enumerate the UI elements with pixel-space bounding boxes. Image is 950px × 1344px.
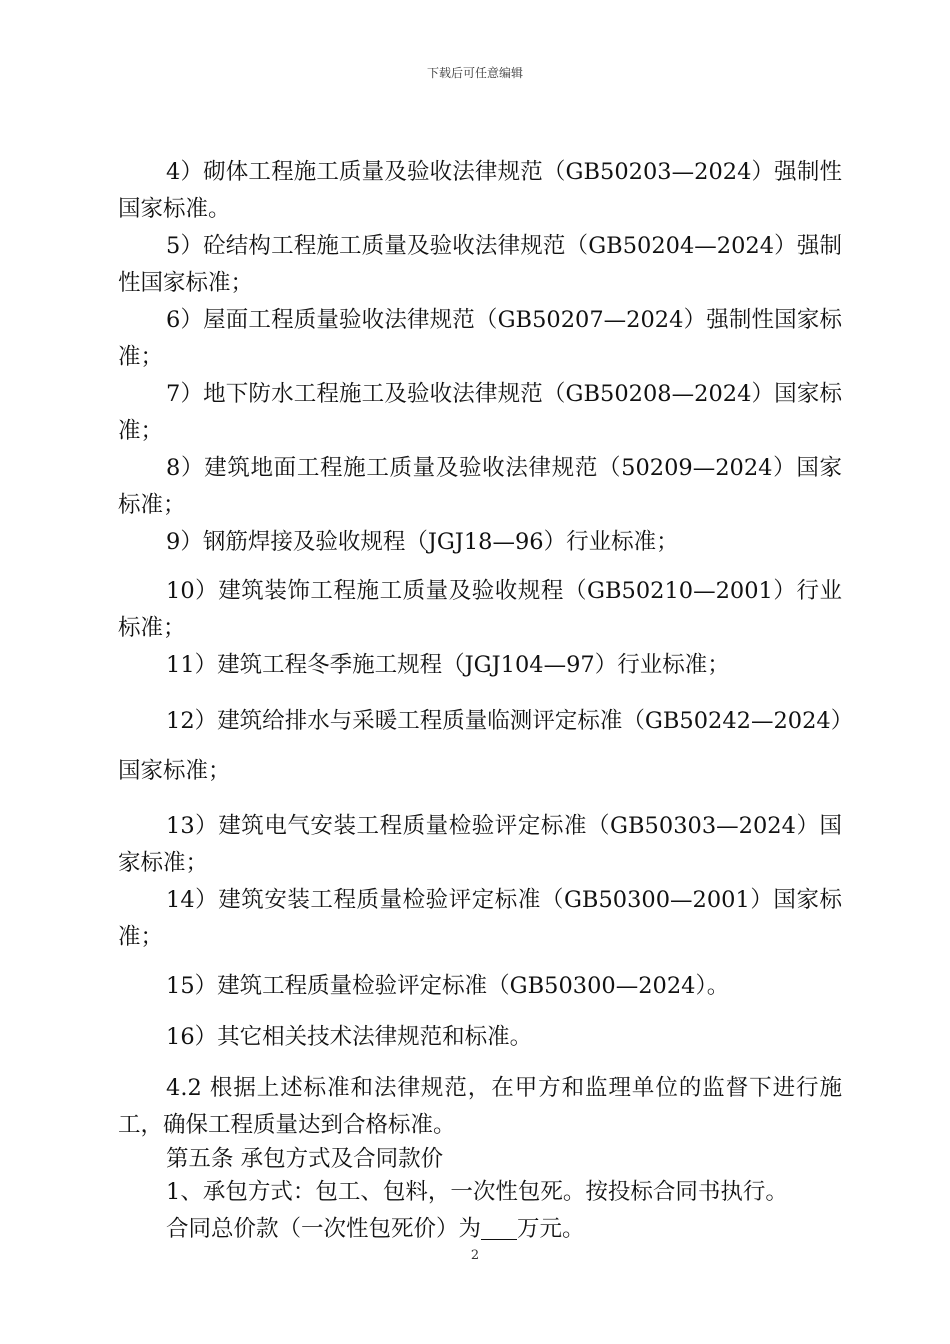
standard-item-14: 14）建筑安装工程质量检验评定标准（GB50300—2001）国家标准； [118, 887, 842, 950]
contract-method: 1、承包方式：包工、包料，一次性包死。按投标合同书执行。 [166, 1179, 788, 1205]
standard-item-9: 9）钢筋焊接及验收规程（JGJ18—96）行业标准； [166, 529, 679, 555]
standard-item-12: 12）建筑给排水与采暖工程质量临测评定标准（GB50242—2024）国家标准； [118, 708, 842, 784]
standard-item-15: 15）建筑工程质量检验评定标准（GB50300—2024）。 [166, 973, 730, 999]
standard-item-8: 8）建筑地面工程施工质量及验收法律规范（50209—2024）国家标准； [118, 455, 842, 518]
standard-item-5: 5）砼结构工程施工质量及验收法律规范（GB50204—2024）强制性国家标准； [118, 233, 842, 296]
standard-item-10: 10）建筑装饰工程施工质量及验收规程（GB50210—2001）行业标准； [118, 578, 842, 641]
article-5-heading: 第五条 承包方式及合同款价 [166, 1146, 444, 1172]
page-header: 下载后可任意编辑 [426, 66, 523, 80]
standard-item-13: 13）建筑电气安装工程质量检验评定标准（GB50303—2024）国家标准； [118, 813, 842, 876]
standard-item-6: 6）屋面工程质量验收法律规范（GB50207—2024）强制性国家标准； [118, 307, 842, 370]
price-unit: 万元。 [517, 1216, 585, 1242]
contract-total-price [118, 1211, 842, 1248]
price-label: 合同总价款（一次性包死价）为 [166, 1216, 482, 1242]
standard-item-11: 11）建筑工程冬季施工规程（JGJ104—97）行业标准； [166, 652, 730, 678]
price-blank [481, 1217, 517, 1240]
document-body [118, 154, 842, 1248]
clause-4-2: 4.2 根据上述标准和法律规范，在甲方和监理单位的监督下进行施工，确保工程质量达到合格标准。 [118, 1075, 842, 1138]
standard-item-4: 4）砌体工程施工质量及验收法律规范（GB50203—2024）强制性国家标准。 [118, 159, 842, 222]
standard-item-7: 7）地下防水工程施工及验收法律规范（GB50208—2024）国家标准； [118, 381, 842, 444]
page-number: 2 [470, 1248, 480, 1263]
standard-item-16: 16）其它相关技术法律规范和标准。 [166, 1024, 533, 1050]
